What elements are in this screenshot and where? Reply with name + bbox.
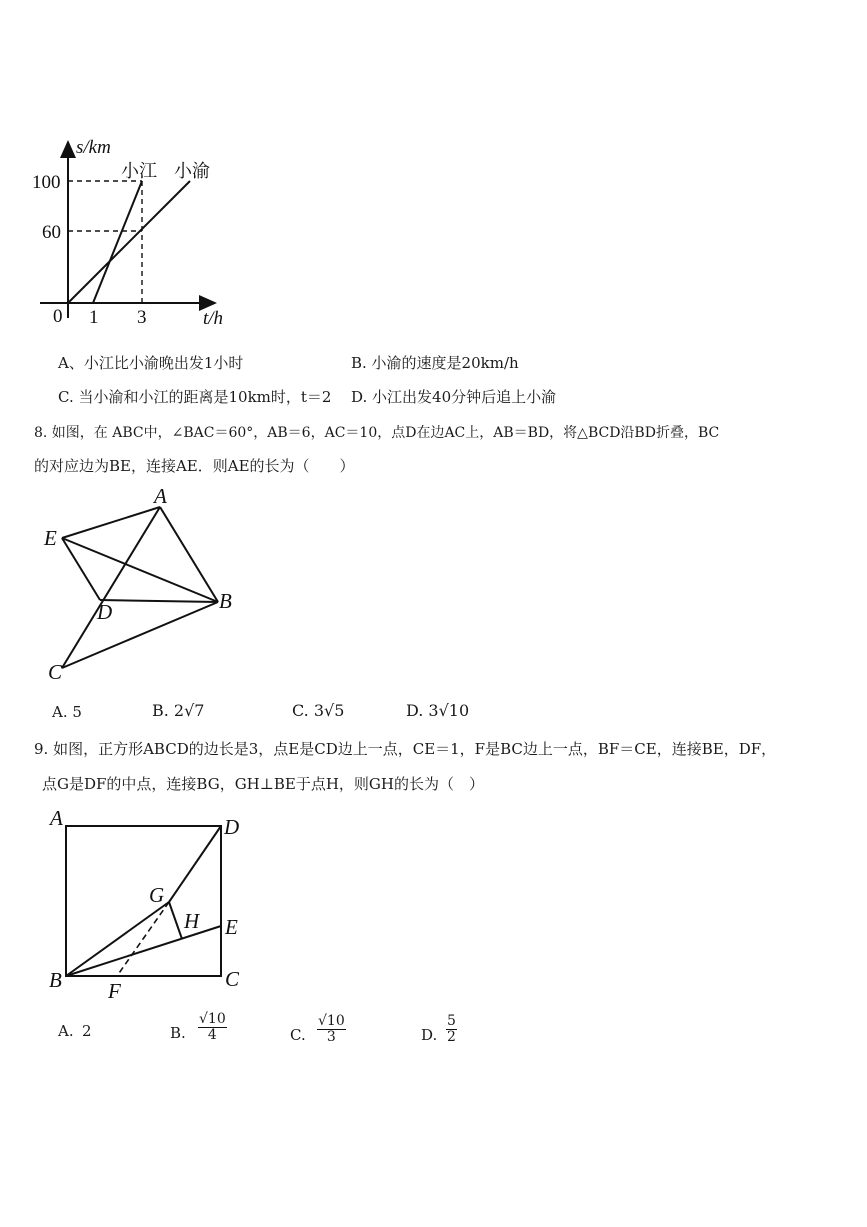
q9-option-d-den: 2: [447, 1029, 456, 1046]
q8-label-e: E: [44, 526, 57, 550]
q9-label-g: G: [149, 883, 165, 907]
q7-label-xiaoyu: 小渝: [174, 161, 210, 182]
q7-origin: 0: [53, 306, 63, 327]
q8-option-c: C. 3√5: [292, 701, 345, 720]
q7-x-axis-label: t/h: [203, 308, 224, 329]
q9-option-b-den: 4: [207, 1027, 217, 1044]
q7-tick-60: 60: [42, 222, 61, 243]
q9-option-d-fraction: [446, 1014, 457, 1046]
q9-label-c: C: [225, 967, 240, 991]
q9-option-b-letter: B.: [170, 1024, 186, 1042]
q7-option-a: A、小江比小渝晚出发1小时: [58, 354, 244, 372]
q9-option-a-value: 2: [82, 1022, 92, 1040]
q9-option-d-letter: D.: [421, 1026, 438, 1044]
q8-label-a: A: [154, 484, 167, 508]
q8-stem-line2: 的对应边为BE，连接AE．则AE的长为（ ）: [34, 457, 355, 475]
q9-option-a-letter: A.: [58, 1022, 74, 1040]
q8-label-d: D: [97, 600, 113, 624]
q9-label-b: B: [49, 968, 62, 992]
q8-label-c: C: [48, 660, 63, 684]
q9-option-c-fraction: [317, 1014, 346, 1046]
q9-option-d-num: 5: [447, 1013, 456, 1029]
q7-option-c: C. 当小渝和小江的距离是10km时，t＝2: [58, 388, 332, 406]
q9-label-d: D: [224, 815, 240, 839]
q7-tick-1: 1: [89, 307, 99, 328]
q9-option-c-num: √10: [318, 1013, 345, 1029]
q8-option-b: B. 2√7: [152, 701, 205, 720]
q8-label-b: B: [219, 589, 232, 613]
q9-stem-line1: 9. 如图，正方形ABCD的边长是3，点E是CD边上一点，CE＝1，F是BC边上一点，BF＝CE，连接BE，DF，: [34, 740, 777, 758]
q9-stem-line2: 点G是DF的中点，连接BG，GH⊥BE于点H，则GH的长为（ ）: [42, 775, 484, 793]
q9-option-b-num: √10: [199, 1011, 226, 1027]
q9-option-c-den: 3: [326, 1029, 336, 1046]
q9-option-b-fraction: [198, 1012, 227, 1044]
q7-tick-3: 3: [137, 307, 147, 328]
q9-option-c-letter: C.: [290, 1026, 306, 1044]
q7-label-xiaojiang: 小江: [121, 161, 157, 182]
q7-tick-100: 100: [32, 172, 61, 193]
q8-option-d: D. 3√10: [406, 701, 470, 720]
q9-label-f: F: [108, 979, 121, 1003]
q9-label-h: H: [184, 909, 200, 933]
q9-label-e: E: [225, 915, 238, 939]
q8-option-a: A. 5: [52, 703, 82, 721]
q9-label-a: A: [50, 806, 63, 830]
q7-option-d: D. 小江出发40分钟后追上小渝: [351, 388, 557, 406]
q7-option-b: B. 小渝的速度是20km/h: [351, 354, 519, 372]
q8-stem-line1: 8. 如图，在 ABC中，∠BAC＝60°，AB＝6，AC＝10，点D在边AC上，AB＝BD，将△BCD沿BD折叠，BC: [34, 425, 720, 441]
q7-y-axis-label: s/km: [76, 137, 111, 158]
